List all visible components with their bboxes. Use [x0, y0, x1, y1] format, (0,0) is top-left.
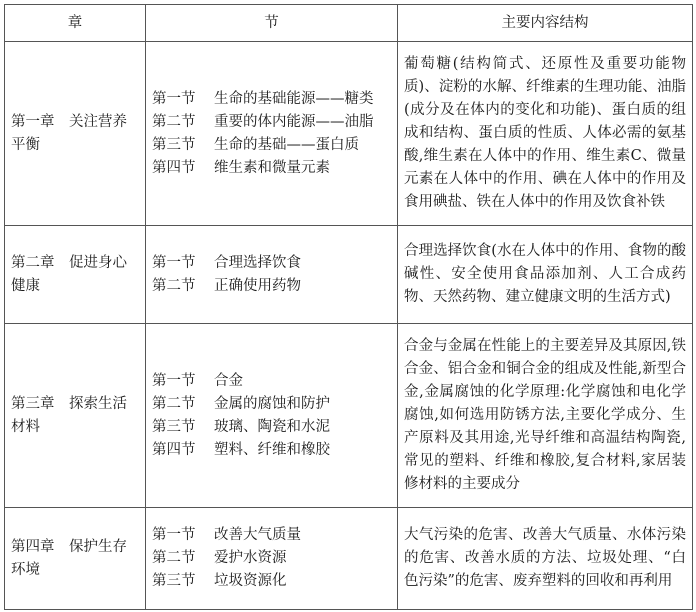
section-item	[152, 570, 391, 593]
sections-cell	[146, 226, 398, 324]
table-header-row	[5, 5, 693, 42]
section-title: 改善大气质量	[214, 527, 301, 543]
section-title: 垃圾资源化	[214, 573, 287, 589]
table-row	[5, 508, 693, 610]
section-item	[152, 524, 391, 547]
content-cell: 大气污染的危害、改善大气质量、水体污染的危害、改善水质的方法、垃圾处理、“白色污染”的危害、废弃塑料的回收和再利用	[398, 508, 693, 610]
header-chapter: 章	[5, 5, 146, 42]
header-section: 节	[146, 5, 398, 42]
chapter-cell: 第二章 促进身心健康	[5, 226, 146, 324]
section-item	[152, 370, 391, 393]
section-title: 正确使用药物	[214, 277, 301, 294]
section-title: 金属的腐蚀和防护	[214, 395, 330, 412]
section-item	[152, 547, 391, 570]
header-content: 主要内容结构	[398, 5, 693, 42]
content-cell: 合金与金属在性能上的主要差异及其原因,铁合金、铝合金和铜合金的组成及性能,新型合金,金属腐蚀的化学原理:化学腐蚀和电化学腐蚀,如何选用防锈方法,主要化学成分、生产原料及其用途,光导纤维和高温结构陶瓷,常见的塑料、纤维和橡胶,复合材料,家居装修材料的主要成分	[398, 324, 693, 508]
section-item	[152, 111, 391, 134]
section-item	[152, 439, 391, 462]
chapter-cell: 第一章 关注营养平衡	[5, 42, 146, 226]
section-number: 第一节	[152, 372, 196, 389]
content-cell: 葡萄糖(结构简式、还原性及重要功能物质)、淀粉的水解、纤维素的生理功能、油脂(成分及在体内的变化和功能)、蛋白质的组成和结构、蛋白质的性质、人体必需的氨基酸,维生素在人体中的作用、维生素C、微量元素在人体中的作用、碘在人体中的作用及食用碘盐、铁在人体中的作用及饮食补铁	[398, 42, 693, 226]
table-row	[5, 42, 693, 226]
section-title: 生命的基础能源——糖类	[214, 90, 374, 107]
section-number: 第二节	[152, 113, 196, 130]
section-item	[152, 393, 391, 416]
section-item	[152, 134, 391, 157]
section-number: 第三节	[152, 573, 196, 589]
chapter-cell: 第四章 保护生存环境	[5, 508, 146, 610]
sections-cell	[146, 508, 398, 610]
section-title: 玻璃、陶瓷和水泥	[214, 418, 330, 435]
section-item	[152, 252, 391, 275]
sections-cell	[146, 42, 398, 226]
content-cell: 合理选择饮食(水在人体中的作用、食物的酸碱性、安全使用食品添加剂、人工合成药物、天然药物、建立健康文明的生活方式)	[398, 226, 693, 324]
section-title: 生命的基础——蛋白质	[214, 136, 359, 153]
section-number: 第三节	[152, 136, 196, 153]
sections-cell	[146, 324, 398, 508]
section-number: 第二节	[152, 395, 196, 412]
section-number: 第四节	[152, 159, 196, 176]
section-item	[152, 416, 391, 439]
section-item	[152, 88, 391, 111]
section-number: 第一节	[152, 254, 196, 271]
section-title: 爱护水资源	[214, 550, 287, 566]
chapter-cell: 第三章 探索生活材料	[5, 324, 146, 508]
table-row	[5, 324, 693, 508]
section-number: 第三节	[152, 418, 196, 435]
section-item	[152, 275, 391, 298]
section-number: 第二节	[152, 277, 196, 294]
section-title: 重要的体内能源——油脂	[214, 113, 374, 130]
section-title: 合理选择饮食	[214, 254, 301, 271]
section-title: 塑料、纤维和橡胶	[214, 441, 330, 458]
chapter-structure-table	[4, 4, 693, 610]
section-number: 第四节	[152, 441, 196, 458]
section-number: 第二节	[152, 550, 196, 566]
section-number: 第一节	[152, 527, 196, 543]
section-title: 合金	[214, 372, 243, 389]
table-row	[5, 226, 693, 324]
section-item	[152, 157, 391, 180]
section-number: 第一节	[152, 90, 196, 107]
section-title: 维生素和微量元素	[214, 159, 330, 176]
